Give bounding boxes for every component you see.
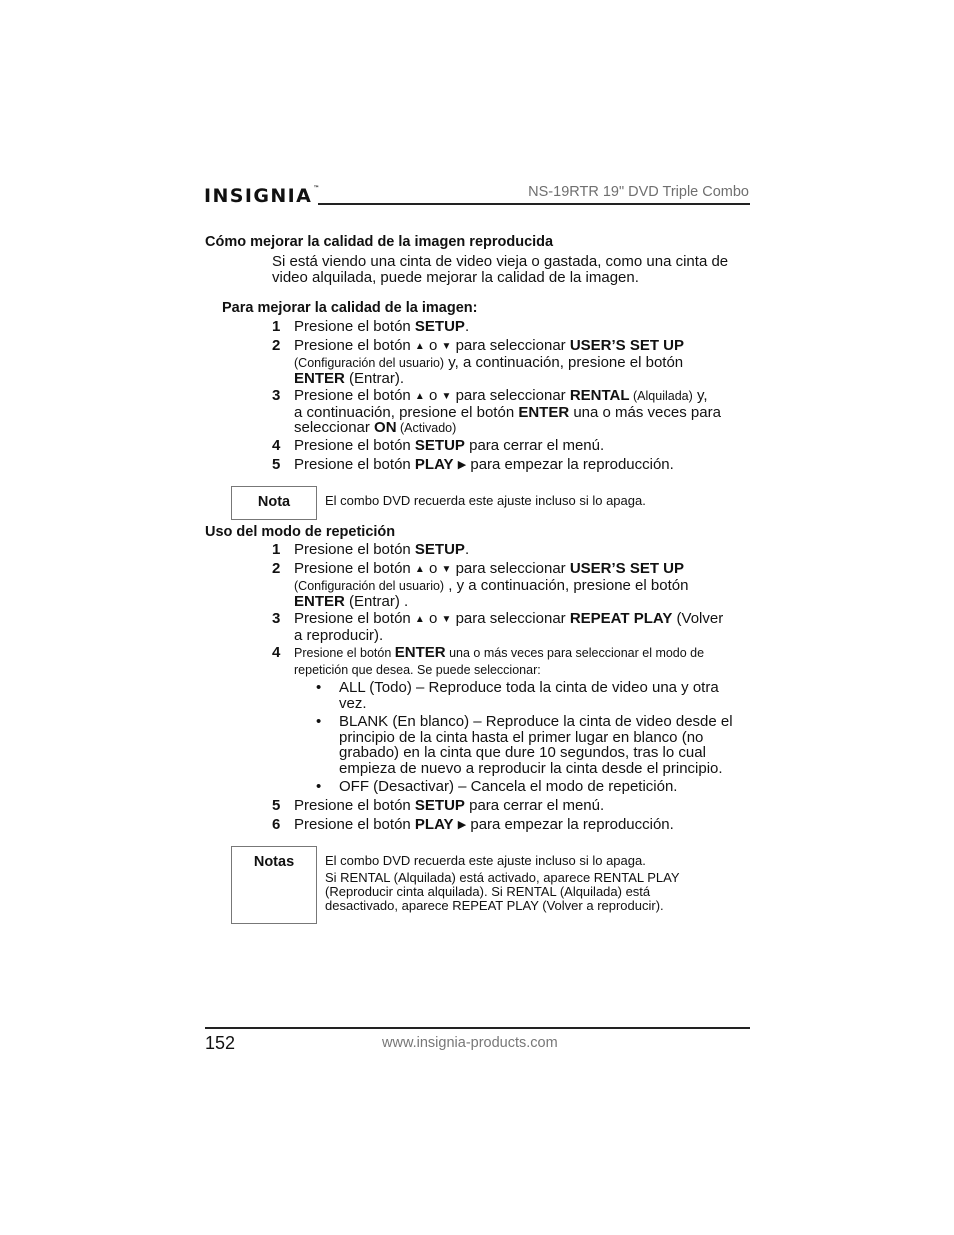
insignia-logo: INSIGNIA™ <box>204 185 320 207</box>
notes-label: Notas <box>253 854 295 870</box>
down-arrow-icon: ▼ <box>441 564 452 575</box>
list-item: • BLANK (En blanco) – Reproduce la cinta de video desde el principio de la cinta hasta el primer lugar en blanco (no grabado) en la cinta que dure 10 segundos, tras lo cual empieza de nuevo a reproducir la cinta desde el principio. <box>316 713 733 777</box>
up-arrow-icon: ▲ <box>414 614 425 625</box>
step-5: 5 Presione el botón PLAY ▶ para empezar la reproducción. <box>272 456 674 473</box>
notes-box <box>231 846 317 924</box>
procedure-subheading: Para mejorar la calidad de la imagen: <box>222 300 478 316</box>
note-text: El combo DVD recuerda este ajuste incluso si lo apaga. <box>325 493 646 508</box>
step-3: 3 Presione el botón ▲ o ▼ para seleccionar RENTAL (Alquilada) y, a continuación, presione el botón ENTER una o más veces para seleccionar ON (Activado) <box>272 387 721 436</box>
header-title: NS-19RTR 19" DVD Triple Combo <box>528 184 749 200</box>
header-rule <box>318 203 750 205</box>
step-6: 6 Presione el botón PLAY ▶ para empezar la reproducción. <box>272 816 674 833</box>
up-arrow-icon: ▲ <box>414 341 425 352</box>
down-arrow-icon: ▼ <box>441 614 452 625</box>
up-arrow-icon: ▲ <box>414 564 425 575</box>
down-arrow-icon: ▼ <box>441 341 452 352</box>
footer-url: www.insignia-products.com <box>382 1035 558 1051</box>
step-5: 5 Presione el botón SETUP para cerrar el menú. <box>272 797 605 814</box>
play-icon: ▶ <box>457 819 467 831</box>
step-1: 1 Presione el botón SETUP. <box>272 541 470 558</box>
intro-paragraph: Si está viendo una cinta de video vieja o gastada, como una cinta de video alquilada, puede mejorar la calidad de la imagen. <box>272 253 729 286</box>
notes-text: El combo DVD recuerda este ajuste incluso si lo apaga. Si RENTAL (Alquilada) está activado, aparece RENTAL PLAY (Reproducir cinta alquilada). Si RENTAL (Alquilada) está desactivado, aparece REPEAT PLAY (Volver a reproducir). <box>325 853 680 913</box>
step-3: 3 Presione el botón ▲ o ▼ para seleccionar REPEAT PLAY (Volver a reproducir). <box>272 610 724 644</box>
play-icon: ▶ <box>457 459 467 471</box>
section-heading-repeat-mode: Uso del modo de repetición <box>205 524 396 540</box>
up-arrow-icon: ▲ <box>414 391 425 402</box>
step-4: 4 Presione el botón SETUP para cerrar el menú. <box>272 437 605 454</box>
down-arrow-icon: ▼ <box>441 391 452 402</box>
step-4: 4 Presione el botón ENTER una o más veces para seleccionar el modo de repetición que desea. Se puede seleccionar: <box>272 644 705 677</box>
list-item: • ALL (Todo) – Reproduce toda la cinta de video una y otra vez. <box>316 679 719 712</box>
note-label: Nota <box>257 494 291 510</box>
page-number: 152 <box>205 1033 236 1053</box>
list-item: • OFF (Desactivar) – Cancela el modo de repetición. <box>316 778 678 795</box>
step-2: 2 Presione el botón ▲ o ▼ para seleccionar USER’S SET UP (Configuración del usuario) y, a continuación, presione el botón ENTER (Entrar). <box>272 337 685 387</box>
section-heading-image-quality: Cómo mejorar la calidad de la imagen reproducida <box>205 234 554 250</box>
step-2: 2 Presione el botón ▲ o ▼ para seleccionar USER’S SET UP (Configuración del usuario) , y a continuación, presione el botón ENTER (Entrar) . <box>272 560 689 610</box>
step-1: 1 Presione el botón SETUP. <box>272 318 470 335</box>
note-box <box>231 486 317 520</box>
footer-rule <box>205 1027 750 1029</box>
